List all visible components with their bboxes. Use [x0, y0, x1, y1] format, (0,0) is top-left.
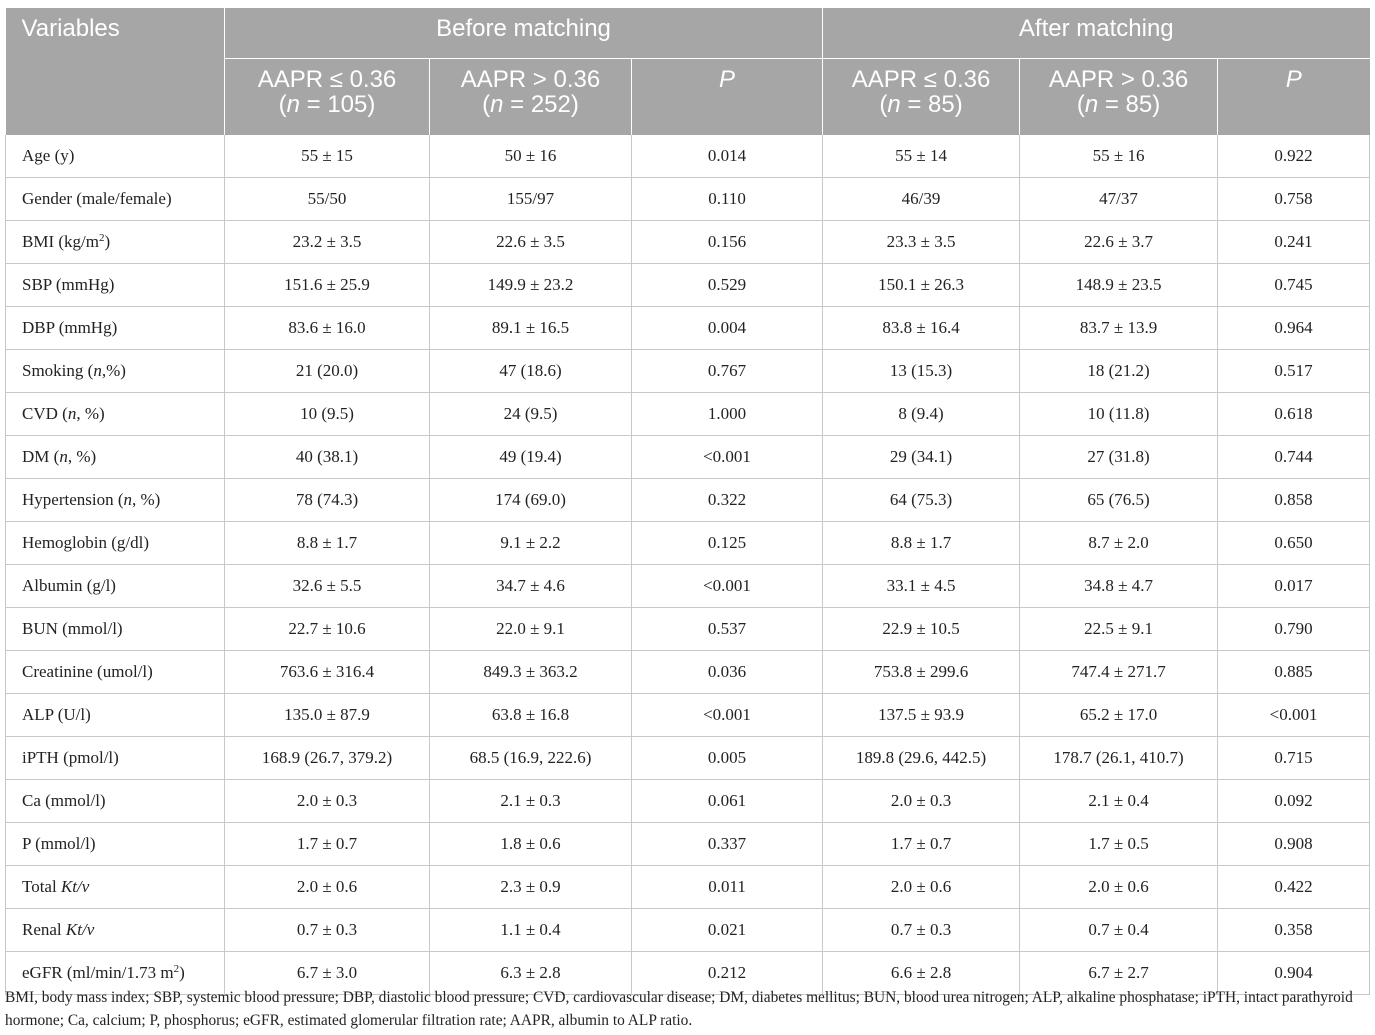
value-cell: 49 (19.4) [430, 436, 632, 479]
value-cell: 23.2 ± 3.5 [225, 221, 430, 264]
value-cell: 55 ± 16 [1020, 135, 1218, 178]
column-header-n-open: ( [1076, 91, 1085, 118]
column-header [632, 59, 823, 136]
value-cell: 0.964 [1218, 307, 1370, 350]
value-cell: 24 (9.5) [430, 393, 632, 436]
variable-label: Age (y) [22, 146, 75, 165]
value-cell: 65.2 ± 17.0 [1020, 694, 1218, 737]
column-header [430, 59, 632, 136]
value-cell: 0.011 [632, 866, 823, 909]
value-cell: 18 (21.2) [1020, 350, 1218, 393]
value-cell: 0.156 [632, 221, 823, 264]
variable-label-text: DM ( [22, 447, 60, 466]
column-header-n-symbol: n [887, 91, 901, 118]
column-header-n-symbol: n [490, 91, 504, 118]
value-cell: 0.517 [1218, 350, 1370, 393]
value-cell: 83.6 ± 16.0 [225, 307, 430, 350]
value-cell: 46/39 [823, 178, 1020, 221]
value-cell: 1.000 [632, 393, 823, 436]
variable-label: Ca (mmol/l) [22, 791, 106, 810]
variable-label: Gender (male/female) [22, 189, 172, 208]
value-cell: 849.3 ± 363.2 [430, 651, 632, 694]
value-cell: 155/97 [430, 178, 632, 221]
table-row [6, 909, 1370, 952]
value-cell: 0.017 [1218, 565, 1370, 608]
table-row [6, 393, 1370, 436]
value-cell: 0.744 [1218, 436, 1370, 479]
table-row [6, 135, 1370, 178]
value-cell: 0.422 [1218, 866, 1370, 909]
value-cell: <0.001 [632, 694, 823, 737]
value-cell: 0.650 [1218, 522, 1370, 565]
table-row [6, 178, 1370, 221]
value-cell: 8.8 ± 1.7 [225, 522, 430, 565]
value-cell: 0.908 [1218, 823, 1370, 866]
value-cell: 83.7 ± 13.9 [1020, 307, 1218, 350]
variable-label-text: Renal [22, 920, 66, 939]
variable-name-cell [6, 780, 225, 823]
value-cell: 0.110 [632, 178, 823, 221]
value-cell: 2.1 ± 0.4 [1020, 780, 1218, 823]
table-row [6, 608, 1370, 651]
value-cell: 55/50 [225, 178, 430, 221]
column-header-n-count: = 85) [900, 91, 963, 118]
variable-label-italic: n [67, 404, 77, 423]
value-cell: 27 (31.8) [1020, 436, 1218, 479]
value-cell: 6.7 ± 3.0 [225, 952, 430, 995]
value-cell: 68.5 (16.9, 222.6) [430, 737, 632, 780]
value-cell: 0.005 [632, 737, 823, 780]
table-row [6, 737, 1370, 780]
variable-label-suffix: , %) [132, 490, 161, 509]
variable-name-cell [6, 737, 225, 780]
variable-label-italic: Kt/v [60, 877, 90, 896]
value-cell: <0.001 [1218, 694, 1370, 737]
value-cell: 0.004 [632, 307, 823, 350]
column-header-n-symbol: n [1084, 91, 1099, 118]
table-footnote: BMI, body mass index; SBP, systemic blood pressure; DBP, diastolic blood pressure; CVD, cardiovascular disease; DM, diabetes mellitus; BUN, blood urea nitrogen; ALP, alkaline phosphatase; iPTH, intact parathyroid hormone; Ca, calcium; P, phosphorus; eGFR, estimated glomerular filtration rate; AAPR, albumin to ALP ratio. [5, 989, 1353, 1029]
value-cell: 29 (34.1) [823, 436, 1020, 479]
table-row [6, 823, 1370, 866]
value-cell: 0.021 [632, 909, 823, 952]
variable-name-cell [6, 866, 225, 909]
variable-label-suffix: ) [179, 963, 185, 982]
table-row [6, 694, 1370, 737]
table-row [6, 565, 1370, 608]
before-matching-header: Before matching [225, 8, 823, 59]
column-header-group-label: AAPR ≤ 0.36 [851, 66, 991, 93]
variable-label-text: eGFR (ml/min/1.73 m [22, 963, 174, 982]
value-cell: 0.7 ± 0.4 [1020, 909, 1218, 952]
value-cell: 47 (18.6) [430, 350, 632, 393]
variable-label: Hemoglobin (g/dl) [22, 533, 150, 552]
value-cell: 0.092 [1218, 780, 1370, 823]
value-cell: 763.6 ± 316.4 [225, 651, 430, 694]
variable-label-italic: n [93, 361, 102, 380]
value-cell: 2.0 ± 0.3 [225, 780, 430, 823]
value-cell: 22.5 ± 9.1 [1020, 608, 1218, 651]
value-cell: 22.0 ± 9.1 [430, 608, 632, 651]
column-header-n-count: = 85) [1098, 91, 1161, 118]
column-header-n-count: = 252) [503, 91, 579, 118]
variable-label-text: CVD ( [22, 404, 68, 423]
table-row [6, 479, 1370, 522]
table-row [6, 866, 1370, 909]
p-value-header-label: P [719, 66, 736, 93]
after-matching-header: After matching [823, 8, 1370, 59]
value-cell: 9.1 ± 2.2 [430, 522, 632, 565]
value-cell: 0.904 [1218, 952, 1370, 995]
variable-label: ALP (U/l) [22, 705, 91, 724]
value-cell: 2.0 ± 0.6 [225, 866, 430, 909]
value-cell: 22.9 ± 10.5 [823, 608, 1020, 651]
variable-name-cell [6, 350, 225, 393]
value-cell: 149.9 ± 23.2 [430, 264, 632, 307]
value-cell: 40 (38.1) [225, 436, 430, 479]
variable-label: Albumin (g/l) [22, 576, 116, 595]
value-cell: 2.1 ± 0.3 [430, 780, 632, 823]
variable-label-italic: n [123, 490, 133, 509]
value-cell: 2.3 ± 0.9 [430, 866, 632, 909]
value-cell: 55 ± 15 [225, 135, 430, 178]
value-cell: 0.337 [632, 823, 823, 866]
value-cell: 2.0 ± 0.3 [823, 780, 1020, 823]
column-header-group-label: AAPR ≤ 0.36 [257, 66, 397, 93]
variable-name-cell [6, 135, 225, 178]
variable-label: iPTH (pmol/l) [22, 748, 119, 767]
value-cell: 22.6 ± 3.5 [430, 221, 632, 264]
value-cell: 6.7 ± 2.7 [1020, 952, 1218, 995]
column-header [225, 59, 430, 136]
value-cell: 0.767 [632, 350, 823, 393]
value-cell: 168.9 (26.7, 379.2) [225, 737, 430, 780]
column-header-n-open: ( [482, 91, 491, 118]
column-header [823, 59, 1020, 136]
variable-label-text: Total [22, 877, 61, 896]
variable-label: DBP (mmHg) [22, 318, 118, 337]
variable-label-italic: n [59, 447, 68, 466]
value-cell: 64 (75.3) [823, 479, 1020, 522]
table-row [6, 651, 1370, 694]
value-cell: 22.6 ± 3.7 [1020, 221, 1218, 264]
value-cell: 1.7 ± 0.5 [1020, 823, 1218, 866]
value-cell: 8 (9.4) [823, 393, 1020, 436]
value-cell: 174 (69.0) [430, 479, 632, 522]
table-row [6, 307, 1370, 350]
value-cell: 0.618 [1218, 393, 1370, 436]
value-cell: 32.6 ± 5.5 [225, 565, 430, 608]
variable-label-superscript: 2 [173, 963, 180, 975]
column-header-n-open: ( [278, 91, 287, 118]
value-cell: 0.322 [632, 479, 823, 522]
value-cell: 0.7 ± 0.3 [225, 909, 430, 952]
value-cell: 178.7 (26.1, 410.7) [1020, 737, 1218, 780]
table-row [6, 350, 1370, 393]
value-cell: 89.1 ± 16.5 [430, 307, 632, 350]
column-header-n-count: = 105) [299, 91, 376, 118]
variable-label-suffix: , %) [67, 447, 97, 466]
variable-label: BUN (mmol/l) [22, 619, 123, 638]
column-header [1020, 59, 1218, 136]
value-cell: 47/37 [1020, 178, 1218, 221]
value-cell: 0.7 ± 0.3 [823, 909, 1020, 952]
value-cell: 2.0 ± 0.6 [823, 866, 1020, 909]
variable-name-cell [6, 823, 225, 866]
variable-name-cell [6, 909, 225, 952]
value-cell: 0.790 [1218, 608, 1370, 651]
value-cell: 0.241 [1218, 221, 1370, 264]
value-cell: 747.4 ± 271.7 [1020, 651, 1218, 694]
variable-label-suffix: ) [104, 232, 111, 251]
value-cell: 0.745 [1218, 264, 1370, 307]
value-cell: 22.7 ± 10.6 [225, 608, 430, 651]
value-cell: 0.358 [1218, 909, 1370, 952]
value-cell: 135.0 ± 87.9 [225, 694, 430, 737]
variable-name-cell [6, 264, 225, 307]
value-cell: 8.7 ± 2.0 [1020, 522, 1218, 565]
value-cell: 10 (9.5) [225, 393, 430, 436]
variable-label-suffix: ,%) [101, 361, 126, 380]
value-cell: 34.7 ± 4.6 [430, 565, 632, 608]
value-cell: 10 (11.8) [1020, 393, 1218, 436]
value-cell: 0.212 [632, 952, 823, 995]
value-cell: 23.3 ± 3.5 [823, 221, 1020, 264]
variable-name-cell [6, 436, 225, 479]
table-row [6, 221, 1370, 264]
column-header-group-label: AAPR > 0.36 [460, 66, 601, 93]
value-cell: 148.9 ± 23.5 [1020, 264, 1218, 307]
table-row [6, 436, 1370, 479]
value-cell: 8.8 ± 1.7 [823, 522, 1020, 565]
value-cell: 0.036 [632, 651, 823, 694]
variable-name-cell [6, 565, 225, 608]
value-cell: 137.5 ± 93.9 [823, 694, 1020, 737]
value-cell: 2.0 ± 0.6 [1020, 866, 1218, 909]
value-cell: 150.1 ± 26.3 [823, 264, 1020, 307]
variable-label-text: Smoking ( [22, 361, 94, 380]
p-value-header-label: P [1285, 66, 1302, 93]
table-container [5, 8, 1369, 995]
variable-name-cell [6, 221, 225, 264]
variable-label-superscript: 2 [98, 232, 105, 244]
variable-name-cell [6, 651, 225, 694]
value-cell: 0.885 [1218, 651, 1370, 694]
value-cell: 65 (76.5) [1020, 479, 1218, 522]
value-cell: 151.6 ± 25.9 [225, 264, 430, 307]
value-cell: 6.3 ± 2.8 [430, 952, 632, 995]
variable-label-suffix: , %) [76, 404, 105, 423]
value-cell: <0.001 [632, 565, 823, 608]
value-cell: <0.001 [632, 436, 823, 479]
value-cell: 753.8 ± 299.6 [823, 651, 1020, 694]
value-cell: 50 ± 16 [430, 135, 632, 178]
value-cell: 1.7 ± 0.7 [823, 823, 1020, 866]
column-header-n-symbol: n [286, 91, 300, 118]
value-cell: 0.922 [1218, 135, 1370, 178]
column-header-n-open: ( [879, 91, 888, 118]
value-cell: 78 (74.3) [225, 479, 430, 522]
variable-name-cell [6, 479, 225, 522]
value-cell: 0.061 [632, 780, 823, 823]
value-cell: 83.8 ± 16.4 [823, 307, 1020, 350]
column-header-group-label: AAPR > 0.36 [1048, 66, 1189, 93]
value-cell: 21 (20.0) [225, 350, 430, 393]
variable-label: Creatinine (umol/l) [22, 662, 153, 681]
variable-label: P (mmol/l) [22, 834, 96, 853]
value-cell: 189.8 (29.6, 442.5) [823, 737, 1020, 780]
value-cell: 34.8 ± 4.7 [1020, 565, 1218, 608]
variable-label: SBP (mmHg) [22, 275, 115, 294]
table-row [6, 264, 1370, 307]
variables-header: Variables [6, 8, 225, 135]
value-cell: 1.1 ± 0.4 [430, 909, 632, 952]
table-row [6, 780, 1370, 823]
variable-label-italic: Kt/v [65, 920, 95, 939]
value-cell: 0.125 [632, 522, 823, 565]
variable-name-cell [6, 694, 225, 737]
variable-name-cell [6, 522, 225, 565]
value-cell: 0.758 [1218, 178, 1370, 221]
value-cell: 0.014 [632, 135, 823, 178]
variable-label-text: BMI (kg/m [22, 232, 99, 251]
value-cell: 1.7 ± 0.7 [225, 823, 430, 866]
value-cell: 0.715 [1218, 737, 1370, 780]
value-cell: 13 (15.3) [823, 350, 1020, 393]
table-row [6, 522, 1370, 565]
variable-name-cell [6, 307, 225, 350]
column-header [1218, 59, 1370, 136]
value-cell: 55 ± 14 [823, 135, 1020, 178]
value-cell: 33.1 ± 4.5 [823, 565, 1020, 608]
value-cell: 0.858 [1218, 479, 1370, 522]
variable-name-cell [6, 608, 225, 651]
value-cell: 0.537 [632, 608, 823, 651]
baseline-characteristics-table [5, 8, 1370, 995]
value-cell: 1.8 ± 0.6 [430, 823, 632, 866]
variable-label-text: Hypertension ( [22, 490, 124, 509]
value-cell: 0.529 [632, 264, 823, 307]
variable-name-cell [6, 178, 225, 221]
variable-name-cell [6, 393, 225, 436]
value-cell: 63.8 ± 16.8 [430, 694, 632, 737]
value-cell: 6.6 ± 2.8 [823, 952, 1020, 995]
